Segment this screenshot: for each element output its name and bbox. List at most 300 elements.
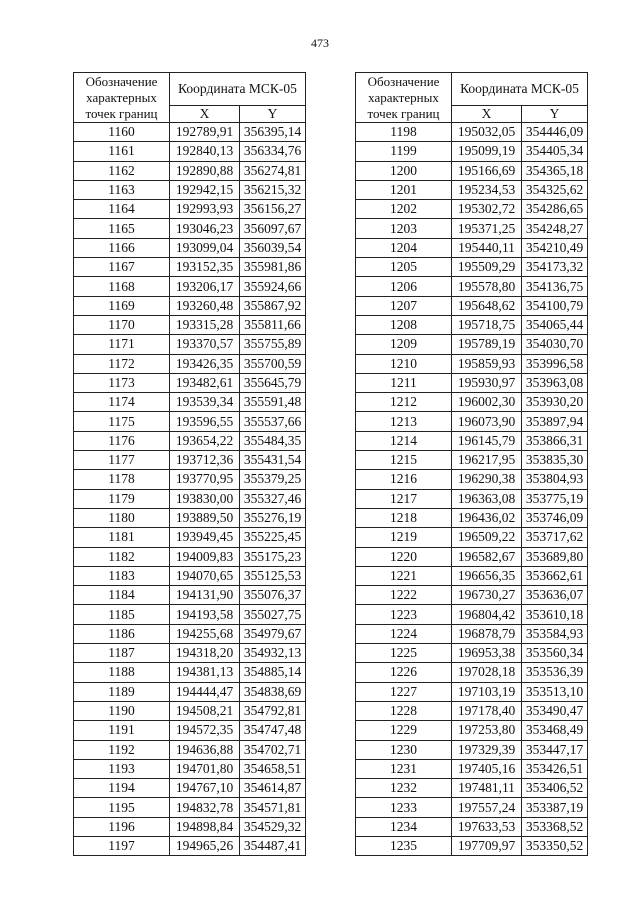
y-coordinate-cell: 355076,37	[240, 586, 306, 605]
x-coordinate-cell: 196145,79	[452, 431, 522, 450]
x-coordinate-cell: 193949,45	[170, 528, 240, 547]
point-id-cell: 1188	[74, 663, 170, 682]
point-id-cell: 1183	[74, 566, 170, 585]
x-coordinate-cell: 193046,23	[170, 219, 240, 238]
table-row	[356, 798, 588, 817]
table-row	[356, 779, 588, 798]
table-row	[74, 373, 306, 392]
y-coordinate-cell: 353835,30	[522, 451, 588, 470]
point-id-cell: 1201	[356, 180, 452, 199]
table-row	[356, 451, 588, 470]
x-coordinate-cell: 194572,35	[170, 721, 240, 740]
table-row	[74, 489, 306, 508]
table-row	[356, 277, 588, 296]
point-id-cell: 1228	[356, 701, 452, 720]
table-row	[356, 682, 588, 701]
table-row	[74, 701, 306, 720]
table-row	[74, 412, 306, 431]
table-row	[74, 393, 306, 412]
y-coordinate-cell: 353610,18	[522, 605, 588, 624]
y-coordinate-cell: 353350,52	[522, 836, 588, 855]
y-coordinate-cell: 354065,44	[522, 315, 588, 334]
x-coordinate-cell: 192840,13	[170, 142, 240, 161]
y-coordinate-cell: 355700,59	[240, 354, 306, 373]
y-coordinate-cell: 354885,14	[240, 663, 306, 682]
x-coordinate-cell: 194767,10	[170, 779, 240, 798]
point-id-cell: 1218	[356, 508, 452, 527]
point-id-cell: 1198	[356, 123, 452, 142]
y-coordinate-cell: 353775,19	[522, 489, 588, 508]
point-id-cell: 1184	[74, 586, 170, 605]
y-coordinate-cell: 355645,79	[240, 373, 306, 392]
point-id-cell: 1234	[356, 817, 452, 836]
x-coordinate-cell: 196002,30	[452, 393, 522, 412]
point-id-cell: 1222	[356, 586, 452, 605]
x-coordinate-cell: 192789,91	[170, 123, 240, 142]
table-row	[74, 682, 306, 701]
table-row	[74, 798, 306, 817]
table-row	[74, 663, 306, 682]
y-coordinate-cell: 355484,35	[240, 431, 306, 450]
x-coordinate-cell: 194832,78	[170, 798, 240, 817]
point-id-cell: 1189	[74, 682, 170, 701]
y-coordinate-cell: 355327,46	[240, 489, 306, 508]
x-coordinate-cell: 194193,58	[170, 605, 240, 624]
x-coordinate-cell: 196509,22	[452, 528, 522, 547]
point-id-cell: 1210	[356, 354, 452, 373]
x-coordinate-cell: 192942,15	[170, 180, 240, 199]
x-coordinate-cell: 196217,95	[452, 451, 522, 470]
point-id-cell: 1181	[74, 528, 170, 547]
y-coordinate-cell: 353963,08	[522, 373, 588, 392]
x-coordinate-cell: 192993,93	[170, 200, 240, 219]
point-id-cell: 1224	[356, 624, 452, 643]
x-coordinate-cell: 196363,08	[452, 489, 522, 508]
table-row	[356, 547, 588, 566]
x-coordinate-cell: 195789,19	[452, 335, 522, 354]
x-coordinate-cell: 196656,35	[452, 566, 522, 585]
y-coordinate-cell: 353368,52	[522, 817, 588, 836]
table-row	[74, 547, 306, 566]
y-coordinate-cell: 353662,61	[522, 566, 588, 585]
x-coordinate-cell: 195859,93	[452, 354, 522, 373]
table-row	[356, 605, 588, 624]
table-row	[74, 200, 306, 219]
point-id-cell: 1205	[356, 258, 452, 277]
header-y: Y	[522, 106, 588, 123]
y-coordinate-cell: 355175,23	[240, 547, 306, 566]
point-id-cell: 1176	[74, 431, 170, 450]
point-id-cell: 1169	[74, 296, 170, 315]
point-id-cell: 1220	[356, 547, 452, 566]
y-coordinate-cell: 356334,76	[240, 142, 306, 161]
table-row	[74, 566, 306, 585]
table-row	[74, 161, 306, 180]
x-coordinate-cell: 197253,80	[452, 721, 522, 740]
y-coordinate-cell: 354658,51	[240, 759, 306, 778]
table-row	[74, 644, 306, 663]
x-coordinate-cell: 196290,38	[452, 470, 522, 489]
y-coordinate-cell: 354838,69	[240, 682, 306, 701]
table-row	[74, 779, 306, 798]
y-coordinate-cell: 355924,66	[240, 277, 306, 296]
x-coordinate-cell: 194636,88	[170, 740, 240, 759]
point-id-cell: 1194	[74, 779, 170, 798]
header-coordinate: Координата МСК-05	[170, 73, 306, 106]
point-id-cell: 1219	[356, 528, 452, 547]
y-coordinate-cell: 353560,34	[522, 644, 588, 663]
x-coordinate-cell: 196730,27	[452, 586, 522, 605]
x-coordinate-cell: 194965,26	[170, 836, 240, 855]
table-row	[74, 624, 306, 643]
x-coordinate-cell: 197028,18	[452, 663, 522, 682]
table-row	[74, 219, 306, 238]
y-coordinate-cell: 354286,65	[522, 200, 588, 219]
coordinates-table-left	[73, 72, 306, 856]
point-id-cell: 1165	[74, 219, 170, 238]
table-row	[356, 586, 588, 605]
point-id-cell: 1217	[356, 489, 452, 508]
table-row	[74, 721, 306, 740]
table-row	[356, 315, 588, 334]
table-row	[74, 528, 306, 547]
table-row	[356, 412, 588, 431]
point-id-cell: 1168	[74, 277, 170, 296]
point-id-cell: 1207	[356, 296, 452, 315]
y-coordinate-cell: 353536,39	[522, 663, 588, 682]
y-coordinate-cell: 355591,48	[240, 393, 306, 412]
x-coordinate-cell: 193482,61	[170, 373, 240, 392]
y-coordinate-cell: 354100,79	[522, 296, 588, 315]
point-id-cell: 1186	[74, 624, 170, 643]
point-id-cell: 1223	[356, 605, 452, 624]
table-row	[74, 123, 306, 142]
x-coordinate-cell: 195234,53	[452, 180, 522, 199]
point-id-cell: 1203	[356, 219, 452, 238]
x-coordinate-cell: 193539,34	[170, 393, 240, 412]
table-row	[356, 624, 588, 643]
point-id-cell: 1195	[74, 798, 170, 817]
point-id-cell: 1230	[356, 740, 452, 759]
y-coordinate-cell: 353406,52	[522, 779, 588, 798]
y-coordinate-cell: 355867,92	[240, 296, 306, 315]
point-id-cell: 1179	[74, 489, 170, 508]
table-row	[356, 142, 588, 161]
y-coordinate-cell: 354529,32	[240, 817, 306, 836]
table-row	[74, 335, 306, 354]
point-id-cell: 1208	[356, 315, 452, 334]
y-coordinate-cell: 353897,94	[522, 412, 588, 431]
point-id-cell: 1226	[356, 663, 452, 682]
point-id-cell: 1214	[356, 431, 452, 450]
point-id-cell: 1182	[74, 547, 170, 566]
header-x: X	[452, 106, 522, 123]
table-row	[74, 431, 306, 450]
y-coordinate-cell: 354446,09	[522, 123, 588, 142]
x-coordinate-cell: 194131,90	[170, 586, 240, 605]
table-row	[356, 740, 588, 759]
y-coordinate-cell: 356215,32	[240, 180, 306, 199]
y-coordinate-cell: 353387,19	[522, 798, 588, 817]
point-id-cell: 1231	[356, 759, 452, 778]
table-row	[356, 180, 588, 199]
table-row	[356, 354, 588, 373]
x-coordinate-cell: 193260,48	[170, 296, 240, 315]
x-coordinate-cell: 197481,11	[452, 779, 522, 798]
point-id-cell: 1196	[74, 817, 170, 836]
table-row	[74, 315, 306, 334]
x-coordinate-cell: 195578,80	[452, 277, 522, 296]
header-coordinate: Координата МСК-05	[452, 73, 588, 106]
y-coordinate-cell: 354487,41	[240, 836, 306, 855]
point-id-cell: 1206	[356, 277, 452, 296]
x-coordinate-cell: 196073,90	[452, 412, 522, 431]
x-coordinate-cell: 195718,75	[452, 315, 522, 334]
table-row	[356, 393, 588, 412]
table-row	[356, 528, 588, 547]
x-coordinate-cell: 194255,68	[170, 624, 240, 643]
point-id-cell: 1180	[74, 508, 170, 527]
x-coordinate-cell: 195371,25	[452, 219, 522, 238]
x-coordinate-cell: 193596,55	[170, 412, 240, 431]
point-id-cell: 1225	[356, 644, 452, 663]
y-coordinate-cell: 353996,58	[522, 354, 588, 373]
table-row	[74, 180, 306, 199]
x-coordinate-cell: 193206,17	[170, 277, 240, 296]
x-coordinate-cell: 194381,13	[170, 663, 240, 682]
x-coordinate-cell: 195099,19	[452, 142, 522, 161]
y-coordinate-cell: 353468,49	[522, 721, 588, 740]
x-coordinate-cell: 197709,97	[452, 836, 522, 855]
x-coordinate-cell: 195509,29	[452, 258, 522, 277]
table-row	[356, 258, 588, 277]
x-coordinate-cell: 192890,88	[170, 161, 240, 180]
y-coordinate-cell: 355537,66	[240, 412, 306, 431]
point-id-cell: 1227	[356, 682, 452, 701]
point-id-cell: 1215	[356, 451, 452, 470]
y-coordinate-cell: 356097,67	[240, 219, 306, 238]
point-id-cell: 1173	[74, 373, 170, 392]
y-coordinate-cell: 353746,09	[522, 508, 588, 527]
point-id-cell: 1174	[74, 393, 170, 412]
header-y: Y	[240, 106, 306, 123]
page-number: 473	[311, 36, 329, 50]
y-coordinate-cell: 354173,32	[522, 258, 588, 277]
x-coordinate-cell: 194701,80	[170, 759, 240, 778]
x-coordinate-cell: 194898,84	[170, 817, 240, 836]
point-id-cell: 1175	[74, 412, 170, 431]
point-id-cell: 1229	[356, 721, 452, 740]
y-coordinate-cell: 356039,54	[240, 238, 306, 257]
point-id-cell: 1212	[356, 393, 452, 412]
x-coordinate-cell: 195166,69	[452, 161, 522, 180]
table-row	[356, 238, 588, 257]
y-coordinate-cell: 353717,62	[522, 528, 588, 547]
table-row	[74, 258, 306, 277]
point-id-cell: 1221	[356, 566, 452, 585]
y-coordinate-cell: 354792,81	[240, 701, 306, 720]
table-row	[356, 123, 588, 142]
table-row	[74, 451, 306, 470]
y-coordinate-cell: 355379,25	[240, 470, 306, 489]
point-id-cell: 1204	[356, 238, 452, 257]
point-id-cell: 1202	[356, 200, 452, 219]
point-id-cell: 1162	[74, 161, 170, 180]
table-row	[74, 142, 306, 161]
point-id-cell: 1171	[74, 335, 170, 354]
y-coordinate-cell: 355981,86	[240, 258, 306, 277]
table-row	[356, 431, 588, 450]
point-id-cell: 1190	[74, 701, 170, 720]
table-row	[356, 817, 588, 836]
point-id-cell: 1172	[74, 354, 170, 373]
x-coordinate-cell: 194508,21	[170, 701, 240, 720]
y-coordinate-cell: 353689,80	[522, 547, 588, 566]
y-coordinate-cell: 353447,17	[522, 740, 588, 759]
table-row	[74, 836, 306, 855]
point-id-cell: 1232	[356, 779, 452, 798]
table-row	[356, 219, 588, 238]
y-coordinate-cell: 356156,27	[240, 200, 306, 219]
table-body-right	[356, 123, 588, 856]
point-id-cell: 1178	[74, 470, 170, 489]
y-coordinate-cell: 354365,18	[522, 161, 588, 180]
header-designation: Обозначение характерных точек границ	[356, 73, 452, 123]
x-coordinate-cell: 195440,11	[452, 238, 522, 257]
point-id-cell: 1235	[356, 836, 452, 855]
x-coordinate-cell: 194070,65	[170, 566, 240, 585]
table-row	[356, 663, 588, 682]
point-id-cell: 1209	[356, 335, 452, 354]
y-coordinate-cell: 353584,93	[522, 624, 588, 643]
y-coordinate-cell: 355125,53	[240, 566, 306, 585]
y-coordinate-cell: 353804,93	[522, 470, 588, 489]
y-coordinate-cell: 353513,10	[522, 682, 588, 701]
x-coordinate-cell: 196436,02	[452, 508, 522, 527]
x-coordinate-cell: 195302,72	[452, 200, 522, 219]
y-coordinate-cell: 354702,71	[240, 740, 306, 759]
x-coordinate-cell: 194318,20	[170, 644, 240, 663]
table-row	[356, 470, 588, 489]
table-row	[74, 759, 306, 778]
table-row	[356, 759, 588, 778]
y-coordinate-cell: 354614,87	[240, 779, 306, 798]
point-id-cell: 1211	[356, 373, 452, 392]
y-coordinate-cell: 354248,27	[522, 219, 588, 238]
table-row	[74, 817, 306, 836]
table-row	[74, 354, 306, 373]
point-id-cell: 1199	[356, 142, 452, 161]
y-coordinate-cell: 355431,54	[240, 451, 306, 470]
y-coordinate-cell: 354136,75	[522, 277, 588, 296]
point-id-cell: 1192	[74, 740, 170, 759]
x-coordinate-cell: 197103,19	[452, 682, 522, 701]
x-coordinate-cell: 193770,95	[170, 470, 240, 489]
point-id-cell: 1216	[356, 470, 452, 489]
point-id-cell: 1187	[74, 644, 170, 663]
table-row	[356, 335, 588, 354]
x-coordinate-cell: 197329,39	[452, 740, 522, 759]
x-coordinate-cell: 194444,47	[170, 682, 240, 701]
point-id-cell: 1170	[74, 315, 170, 334]
x-coordinate-cell: 197178,40	[452, 701, 522, 720]
x-coordinate-cell: 197557,24	[452, 798, 522, 817]
y-coordinate-cell: 355225,45	[240, 528, 306, 547]
y-coordinate-cell: 354325,62	[522, 180, 588, 199]
y-coordinate-cell: 356395,14	[240, 123, 306, 142]
x-coordinate-cell: 195032,05	[452, 123, 522, 142]
x-coordinate-cell: 197405,16	[452, 759, 522, 778]
y-coordinate-cell: 353930,20	[522, 393, 588, 412]
y-coordinate-cell: 353426,51	[522, 759, 588, 778]
x-coordinate-cell: 193426,35	[170, 354, 240, 373]
point-id-cell: 1213	[356, 412, 452, 431]
table-row	[356, 161, 588, 180]
point-id-cell: 1233	[356, 798, 452, 817]
y-coordinate-cell: 355811,66	[240, 315, 306, 334]
table-row	[74, 238, 306, 257]
y-coordinate-cell: 355027,75	[240, 605, 306, 624]
table-row	[356, 721, 588, 740]
x-coordinate-cell: 195930,97	[452, 373, 522, 392]
table-row	[74, 605, 306, 624]
y-coordinate-cell: 353636,07	[522, 586, 588, 605]
x-coordinate-cell: 193370,57	[170, 335, 240, 354]
x-coordinate-cell: 193889,50	[170, 508, 240, 527]
point-id-cell: 1164	[74, 200, 170, 219]
point-id-cell: 1197	[74, 836, 170, 855]
point-id-cell: 1167	[74, 258, 170, 277]
y-coordinate-cell: 354405,34	[522, 142, 588, 161]
table-row	[356, 489, 588, 508]
y-coordinate-cell: 355755,89	[240, 335, 306, 354]
point-id-cell: 1185	[74, 605, 170, 624]
x-coordinate-cell: 193152,35	[170, 258, 240, 277]
point-id-cell: 1163	[74, 180, 170, 199]
y-coordinate-cell: 354571,81	[240, 798, 306, 817]
table-row	[356, 836, 588, 855]
y-coordinate-cell: 353490,47	[522, 701, 588, 720]
point-id-cell: 1160	[74, 123, 170, 142]
table-row	[74, 470, 306, 489]
x-coordinate-cell: 196582,67	[452, 547, 522, 566]
table-row	[74, 296, 306, 315]
x-coordinate-cell: 193315,28	[170, 315, 240, 334]
point-id-cell: 1191	[74, 721, 170, 740]
point-id-cell: 1177	[74, 451, 170, 470]
x-coordinate-cell: 193712,36	[170, 451, 240, 470]
point-id-cell: 1166	[74, 238, 170, 257]
table-row	[74, 508, 306, 527]
header-x: X	[170, 106, 240, 123]
x-coordinate-cell: 196878,79	[452, 624, 522, 643]
x-coordinate-cell: 193099,04	[170, 238, 240, 257]
y-coordinate-cell: 354979,67	[240, 624, 306, 643]
x-coordinate-cell: 193654,22	[170, 431, 240, 450]
table-row	[356, 200, 588, 219]
x-coordinate-cell: 196953,38	[452, 644, 522, 663]
point-id-cell: 1200	[356, 161, 452, 180]
x-coordinate-cell: 197633,53	[452, 817, 522, 836]
point-id-cell: 1161	[74, 142, 170, 161]
y-coordinate-cell: 354747,48	[240, 721, 306, 740]
x-coordinate-cell: 195648,62	[452, 296, 522, 315]
point-id-cell: 1193	[74, 759, 170, 778]
y-coordinate-cell: 355276,19	[240, 508, 306, 527]
x-coordinate-cell: 196804,42	[452, 605, 522, 624]
coordinates-table-right	[355, 72, 588, 856]
table-row	[74, 740, 306, 759]
